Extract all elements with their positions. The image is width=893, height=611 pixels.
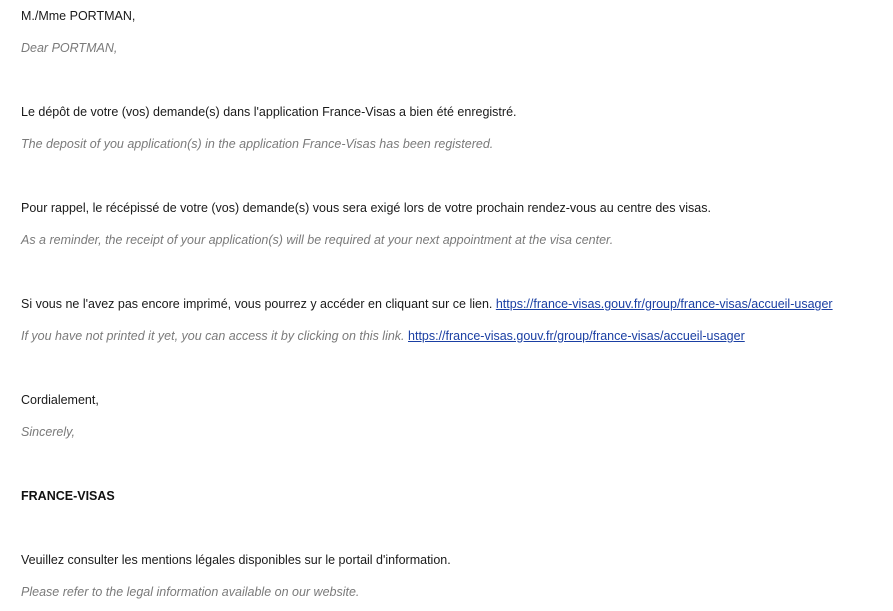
legal-en: Please refer to the legal information available on our website.: [21, 585, 360, 599]
paragraph3-en-line: [21, 328, 745, 344]
signature: FRANCE-VISAS: [21, 489, 115, 503]
accueil-usager-link-fr[interactable]: https://france-visas.gouv.fr/group/france-visas/accueil-usager: [495, 297, 833, 311]
legal-fr: Veuillez consulter les mentions légales disponibles sur le portail d'information.: [21, 553, 451, 567]
closing-en: Sincerely,: [21, 425, 75, 439]
paragraph2-en: As a reminder, the receipt of your application(s) will be required at your next appointment at the visa center.: [21, 233, 614, 247]
paragraph3-fr-line: [21, 296, 833, 312]
greeting-fr: M./Mme PORTMAN,: [21, 9, 136, 23]
paragraph1-en: The deposit of you application(s) in the application France-Visas has been registered.: [21, 137, 494, 151]
greeting-en: Dear PORTMAN,: [21, 41, 118, 55]
paragraph2-fr: Pour rappel, le récépissé de votre (vos) demande(s) vous sera exigé lors de votre prochain rendez-vous au centre des visas.: [21, 201, 711, 215]
paragraph3-en-text: If you have not printed it yet, you can access it by clicking on this link.: [21, 329, 405, 343]
paragraph1-fr: Le dépôt de votre (vos) demande(s) dans l'application France-Visas a bien été enregistré.: [21, 105, 517, 119]
closing-fr: Cordialement,: [21, 393, 99, 407]
accueil-usager-link-en[interactable]: https://france-visas.gouv.fr/group/france-visas/accueil-usager: [408, 329, 745, 343]
paragraph3-fr-text: Si vous ne l'avez pas encore imprimé, vous pourrez y accéder en cliquant sur ce lien.: [21, 297, 493, 311]
